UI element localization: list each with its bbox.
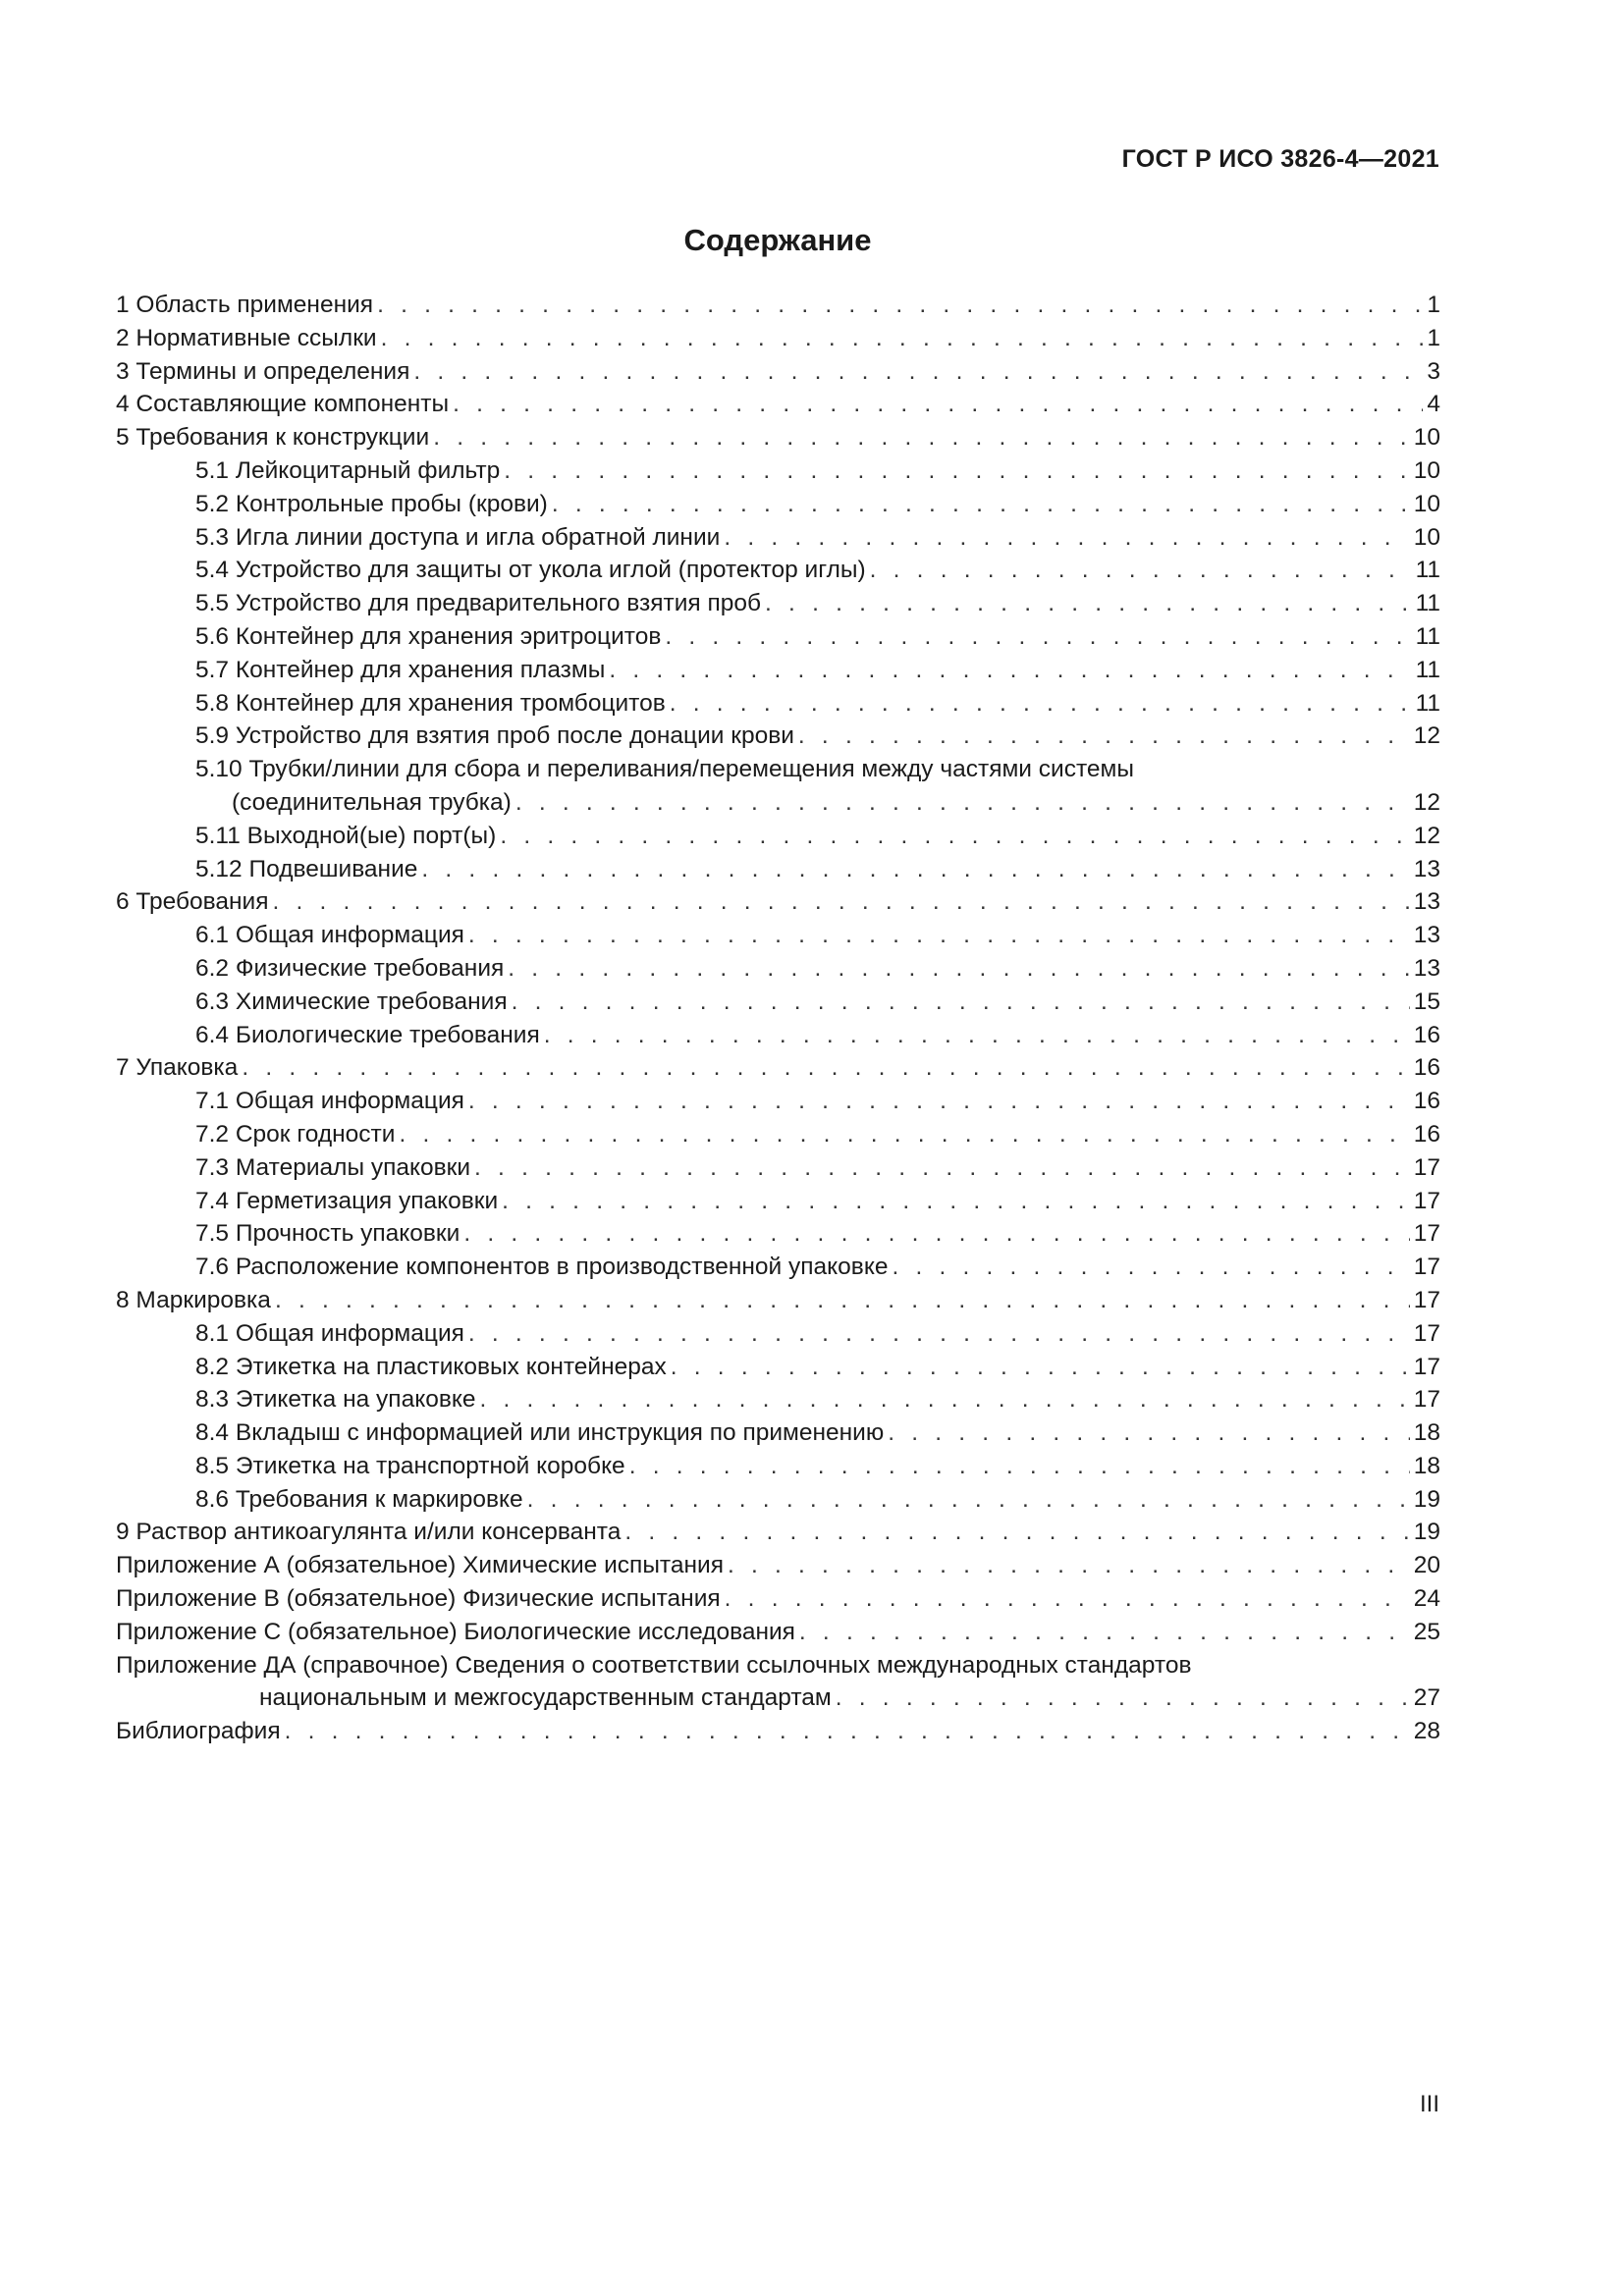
- toc-leader-dots: [609, 654, 1411, 687]
- toc-entry-page: 12: [1413, 822, 1440, 849]
- toc-entry-page: 13: [1413, 855, 1440, 882]
- toc-entry-page: 12: [1413, 788, 1440, 816]
- toc-entry[interactable]: [116, 1483, 1440, 1517]
- toc-entry-title: 5.10 Трубки/линии для сбора и переливания/перемещения между частями системы: [195, 756, 1135, 783]
- toc-leader-dots: [381, 322, 1424, 355]
- toc-entry[interactable]: [116, 1051, 1440, 1085]
- toc-entry-title: 8 Маркировка: [116, 1286, 271, 1313]
- toc-entry-page: 1: [1427, 292, 1440, 318]
- toc-entry[interactable]: [116, 620, 1440, 654]
- toc-entry-page: 17: [1413, 1386, 1440, 1414]
- toc-entry-page: 10: [1413, 456, 1440, 484]
- toc-entry-page: 3: [1427, 357, 1440, 385]
- toc-leader-dots: [798, 720, 1410, 753]
- toc-leader-dots: [629, 1450, 1410, 1483]
- toc-entry[interactable]: [116, 720, 1440, 753]
- toc-entry-page: 13: [1413, 888, 1440, 916]
- toc-entry-page: 1: [1427, 324, 1440, 351]
- toc-entry[interactable]: [116, 388, 1440, 421]
- toc-entry-title: 8.6 Требования к маркировке: [195, 1485, 523, 1513]
- toc-leader-dots: [552, 488, 1410, 521]
- toc-entry-title: 8.5 Этикетка на транспортной коробке: [195, 1452, 625, 1479]
- toc-leader-dots: [421, 853, 1409, 886]
- toc-entry[interactable]: [116, 986, 1440, 1019]
- toc-entry-title: Приложение ДА (справочное) Сведения о соответствии ссылочных международных стандартов: [116, 1651, 1192, 1679]
- toc-entry[interactable]: [116, 1118, 1440, 1151]
- toc-entry-page: 16: [1413, 1021, 1440, 1048]
- toc-leader-dots: [275, 1284, 1410, 1317]
- toc-entry-title: 7 Упаковка: [116, 1054, 239, 1082]
- toc-entry[interactable]: [116, 952, 1440, 986]
- toc-leader-dots: [836, 1682, 1410, 1715]
- toc-leader-dots: [725, 1582, 1410, 1616]
- toc-entry[interactable]: [116, 554, 1440, 587]
- toc-entry-page: 20: [1413, 1552, 1440, 1579]
- toc-entry-title: 1 Область применения: [116, 292, 374, 318]
- toc-entry-title: 6.2 Физические требования: [195, 954, 505, 982]
- toc-entry-page: 28: [1413, 1718, 1440, 1745]
- toc-entry[interactable]: [116, 1085, 1440, 1118]
- toc-entry-page: 24: [1413, 1585, 1440, 1613]
- toc-entry[interactable]: [116, 1217, 1440, 1251]
- toc-entry[interactable]: [116, 654, 1440, 687]
- toc-entry-page: 10: [1413, 523, 1440, 551]
- toc-entry-page: 17: [1413, 1153, 1440, 1181]
- toc-entry-title: 7.5 Прочность упаковки: [195, 1220, 460, 1248]
- toc-entry-page: 16: [1413, 1054, 1440, 1082]
- toc-entry-title: 5.8 Контейнер для хранения тромбоцитов: [195, 689, 666, 717]
- toc-entry-title: 3 Термины и определения: [116, 357, 410, 385]
- toc-title: Содержание: [683, 223, 872, 257]
- toc-entry[interactable]: [116, 355, 1440, 389]
- toc-leader-dots: [527, 1483, 1410, 1517]
- toc-leader-dots: [799, 1616, 1410, 1649]
- toc-entry-page: 17: [1413, 1187, 1440, 1214]
- toc-entry-title: Приложение В (обязательное) Физические испытания: [116, 1585, 721, 1613]
- toc-entry-page: 10: [1413, 490, 1440, 517]
- toc-entry[interactable]: [116, 1715, 1440, 1748]
- toc-entry[interactable]: [116, 1616, 1440, 1649]
- toc-leader-dots: [479, 1383, 1409, 1416]
- toc-entry-page: 17: [1413, 1220, 1440, 1248]
- toc-entry-title: 5 Требования к конструкции: [116, 424, 430, 452]
- toc-leader-dots: [892, 1251, 1409, 1284]
- table-of-contents: [116, 289, 1440, 1748]
- toc-entry-page: 16: [1413, 1120, 1440, 1148]
- toc-leader-dots: [413, 355, 1423, 389]
- toc-entry-title: 8.3 Этикетка на упаковке: [195, 1386, 476, 1414]
- page-number: III: [1419, 2091, 1439, 2117]
- toc-leader-dots: [728, 1549, 1410, 1582]
- toc-leader-dots: [624, 1516, 1409, 1549]
- toc-entry-page: 10: [1413, 424, 1440, 452]
- toc-leader-dots: [285, 1715, 1410, 1748]
- toc-entry[interactable]: [116, 1582, 1440, 1616]
- toc-entry-title: 5.4 Устройство для защиты от укола иглой (протектор иглы): [195, 557, 866, 584]
- toc-entry-title: 5.2 Контрольные пробы (крови): [195, 490, 548, 517]
- toc-entry-title: 9 Раствор антикоагулянта и/или консерванта: [116, 1519, 622, 1546]
- toc-entry-title: 5.7 Контейнер для хранения плазмы: [195, 656, 606, 683]
- toc-leader-dots: [468, 1317, 1410, 1351]
- toc-entry-title-continuation: национальным и межгосударственным стандартам: [259, 1684, 832, 1712]
- toc-entry-title: 5.5 Устройство для предварительного взятия проб: [195, 590, 762, 617]
- document-header-id: ГОСТ Р ИСО 3826-4—2021: [1121, 145, 1439, 173]
- toc-entry-title: 5.11 Выходной(ые) порт(ы): [195, 822, 497, 849]
- toc-entry-page: 17: [1413, 1286, 1440, 1313]
- toc-leader-dots: [888, 1416, 1409, 1450]
- toc-leader-dots: [515, 786, 1410, 820]
- toc-leader-dots: [508, 952, 1409, 986]
- toc-entry-title: 7.4 Герметизация упаковки: [195, 1187, 499, 1214]
- toc-entry[interactable]: [116, 1251, 1440, 1284]
- toc-leader-dots: [765, 587, 1412, 620]
- toc-entry-title: 8.1 Общая информация: [195, 1319, 464, 1347]
- toc-entry[interactable]: [116, 289, 1440, 322]
- toc-entry-page: 13: [1413, 954, 1440, 982]
- toc-entry[interactable]: [116, 919, 1440, 952]
- toc-entry-page: 11: [1415, 622, 1440, 650]
- toc-entry-title: 8.4 Вкладыш с информацией или инструкция по применению: [195, 1419, 885, 1447]
- toc-entry-page: 18: [1413, 1452, 1440, 1479]
- toc-entry[interactable]: [116, 454, 1440, 488]
- toc-entry-title: 4 Составляющие компоненты: [116, 391, 450, 418]
- toc-leader-dots: [544, 1019, 1410, 1052]
- toc-entry-title: 7.3 Материалы упаковки: [195, 1153, 471, 1181]
- toc-leader-dots: [670, 687, 1412, 721]
- toc-entry-page: 17: [1413, 1319, 1440, 1347]
- toc-entry[interactable]: [116, 1549, 1440, 1582]
- toc-entry-page: 11: [1415, 656, 1440, 683]
- toc-entry-page: 12: [1413, 722, 1440, 750]
- toc-entry-page: 17: [1413, 1353, 1440, 1380]
- toc-entry-page: 18: [1413, 1419, 1440, 1447]
- toc-entry-title: 6 Требования: [116, 888, 269, 916]
- toc-entry[interactable]: [116, 1450, 1440, 1483]
- toc-entry-page: 4: [1427, 391, 1440, 418]
- toc-entry-title: 5.1 Лейкоцитарный фильтр: [195, 456, 501, 484]
- toc-entry-page: 25: [1413, 1618, 1440, 1645]
- toc-entry[interactable]: [116, 820, 1440, 853]
- toc-entry-title: 5.12 Подвешивание: [195, 855, 418, 882]
- toc-leader-dots: [502, 1185, 1410, 1218]
- toc-entry-title: 8.2 Этикетка на пластиковых контейнерах: [195, 1353, 667, 1380]
- toc-leader-dots: [504, 454, 1409, 488]
- toc-entry-title-continuation: (соединительная трубка): [232, 788, 512, 816]
- toc-entry-title: 6.1 Общая информация: [195, 922, 464, 949]
- toc-entry[interactable]: [116, 1151, 1440, 1185]
- toc-entry-title: 5.6 Контейнер для хранения эритроцитов: [195, 622, 662, 650]
- toc-entry[interactable]: [116, 1516, 1440, 1549]
- toc-leader-dots: [474, 1151, 1410, 1185]
- toc-leader-dots: [273, 885, 1410, 919]
- toc-entry[interactable]: [116, 587, 1440, 620]
- toc-entry-title: 7.2 Срок годности: [195, 1120, 396, 1148]
- toc-entry[interactable]: [116, 1284, 1440, 1317]
- toc-entry[interactable]: [116, 853, 1440, 886]
- toc-leader-dots: [665, 620, 1411, 654]
- toc-leader-dots: [399, 1118, 1409, 1151]
- toc-leader-dots: [500, 820, 1409, 853]
- toc-leader-dots: [468, 1085, 1410, 1118]
- toc-entry-page: 19: [1413, 1519, 1440, 1546]
- toc-entry-title: 5.3 Игла линии доступа и игла обратной линии: [195, 523, 721, 551]
- toc-entry[interactable]: [116, 753, 1440, 820]
- toc-entry[interactable]: [116, 1185, 1440, 1218]
- toc-entry-page: 19: [1413, 1485, 1440, 1513]
- toc-entry-title: 6.4 Биологические требования: [195, 1021, 540, 1048]
- toc-entry-page: 17: [1413, 1254, 1440, 1281]
- toc-entry-title: 7.6 Расположение компонентов в производственной упаковке: [195, 1254, 889, 1281]
- toc-entry[interactable]: [116, 1351, 1440, 1384]
- toc-leader-dots: [453, 388, 1423, 421]
- toc-entry[interactable]: [116, 687, 1440, 721]
- toc-entry-title: Библиография: [116, 1718, 281, 1745]
- toc-entry-page: 15: [1413, 988, 1440, 1015]
- toc-leader-dots: [242, 1051, 1409, 1085]
- toc-leader-dots: [512, 986, 1410, 1019]
- toc-leader-dots: [433, 421, 1410, 454]
- toc-entry[interactable]: [116, 1649, 1440, 1716]
- toc-entry[interactable]: [116, 1019, 1440, 1052]
- toc-entry-title: 6.3 Химические требования: [195, 988, 508, 1015]
- toc-entry-title: 2 Нормативные ссылки: [116, 324, 377, 351]
- toc-entry-page: 11: [1415, 689, 1440, 717]
- toc-entry[interactable]: [116, 885, 1440, 919]
- toc-entry-page: 16: [1413, 1088, 1440, 1115]
- toc-entry[interactable]: [116, 1317, 1440, 1351]
- toc-entry-page: 11: [1415, 557, 1440, 584]
- toc-entry[interactable]: [116, 1416, 1440, 1450]
- toc-entry-title: 5.9 Устройство для взятия проб после донации крови: [195, 722, 794, 750]
- toc-entry-title: 7.1 Общая информация: [195, 1088, 464, 1115]
- toc-entry-page: 11: [1415, 590, 1440, 617]
- toc-entry[interactable]: [116, 1383, 1440, 1416]
- toc-leader-dots: [463, 1217, 1409, 1251]
- toc-leader-dots: [671, 1351, 1410, 1384]
- toc-entry-title: Приложение А (обязательное) Химические испытания: [116, 1552, 724, 1579]
- toc-entry[interactable]: [116, 521, 1440, 555]
- toc-entry-page: 13: [1413, 922, 1440, 949]
- toc-leader-dots: [724, 521, 1409, 555]
- toc-entry[interactable]: [116, 322, 1440, 355]
- toc-entry[interactable]: [116, 488, 1440, 521]
- toc-entry[interactable]: [116, 421, 1440, 454]
- toc-leader-dots: [870, 554, 1412, 587]
- toc-entry-title: Приложение С (обязательное) Биологические исследования: [116, 1618, 795, 1645]
- toc-leader-dots: [468, 919, 1410, 952]
- toc-entry-page: 27: [1413, 1684, 1440, 1712]
- toc-leader-dots: [377, 289, 1423, 322]
